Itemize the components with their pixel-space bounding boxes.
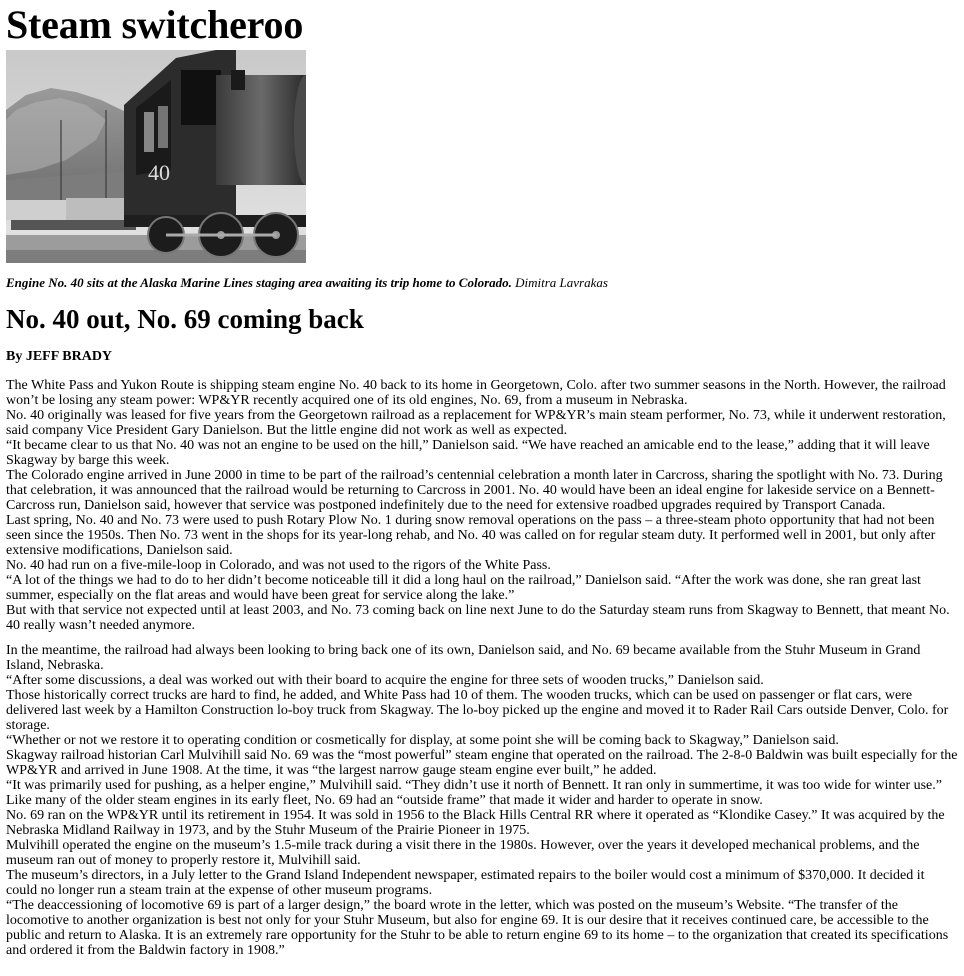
paragraph: No. 69 ran on the WP&YR until its retirement in 1954. It was sold in 1956 to the Black Hills Central RR where it operated as “Klondike Casey.” It was acquired by the Nebraska Midland Railway in 1973, and by the Stuhr Museum of the Prairie Pioneer in 1975.: [6, 808, 945, 838]
paragraph: “A lot of the things we had to do to her didn’t become noticeable till it did a long haul on the railroad,” Danielson said. “After the work was done, she ran great last summer, especially on the flat areas and would have been great for service along the lake.”: [6, 573, 921, 603]
paragraph: In the meantime, the railroad had always been looking to bring back one of its own, Danielson said, and No. 69 became available from the Stuhr Museum in Grand Island, Nebraska.: [6, 643, 921, 673]
article-body: [6, 378, 958, 958]
paragraph: “Whether or not we restore it to operating condition or cosmetically for display, at some point she will be coming back to Skagway,” Danielson said.: [6, 733, 839, 748]
paragraph: The museum’s directors, in a July letter to the Grand Island Independent newspaper, estimated repairs to the boiler would cost a minimum of $370,000. It decided it could no longer run a steam train at the expense of other museum programs.: [6, 868, 925, 898]
svg-text:40: 40: [148, 160, 170, 185]
locomotive-photo: [6, 50, 306, 263]
article-headline: No. 40 out, No. 69 coming back: [6, 304, 364, 334]
paragraph: “The deaccessioning of locomotive 69 is part of a larger design,” the board wrote in the letter, which was posted on the museum’s Website. “The transfer of the locomotive to another organization is best not only for your Stuhr Museum, but also for engine 69. It is our desire that it receives continued care, be accessible to the public and return to Alaska. It is an extremely rare opportunity for the Stuhr to be able to return engine 69 to its home – to the organization that created its specifications and ordered it from the Baldwin factory in 1908.”: [6, 898, 949, 958]
caption-text: Engine No. 40 sits at the Alaska Marine Lines staging area awaiting its trip home to Colorado.: [6, 275, 512, 290]
photo-credit: Dimitra Lavrakas: [515, 275, 608, 290]
paragraph: The Colorado engine arrived in June 2000 in time to be part of the railroad’s centennial celebration a month later in Carcross, sharing the spotlight with No. 73. During that celebration, it was announced that the railroad would be returning to Carcross in 2001. No. 40 would have been an ideal engine for lakeside service on a Bennett-Carcross run, Danielson said, however that service was postponed indefinitely due to the need for extensive roadbed upgrades required by Transport Canada.: [6, 468, 943, 513]
byline: By JEFF BRADY: [6, 349, 113, 364]
paragraph: But with that service not expected until at least 2003, and No. 73 coming back on line next June to do the Saturday steam runs from Skagway to Bennett, that meant No. 40 really wasn’t needed anymore.: [6, 603, 950, 633]
paragraph: No. 40 had run on a five-mile-loop in Colorado, and was not used to the rigors of the White Pass.: [6, 558, 551, 573]
paragraph: Last spring, No. 40 and No. 73 were used to push Rotary Plow No. 1 during snow removal operations on the pass – a three-steam photo opportunity that had not been seen since the 1950s. Then No. 73 went in the shops for its year-long rehab, and No. 40 was called on for regular steam duty. It performed well in 2001, but only after extensive modifications, Danielson said.: [6, 513, 936, 558]
paragraph: Those historically correct trucks are hard to find, he added, and White Pass had 10 of them. The wooden trucks, which can be used on passenger or flat cars, were delivered last week by a Hamilton Construction lo-boy truck from Skagway. The lo-boy picked up the engine and moved it to Rader Rail Cars outside Denver, Colo. for storage.: [6, 688, 949, 733]
paragraph: “After some discussions, a deal was worked out with their board to acquire the engine for three sets of wooden trucks,” Danielson said.: [6, 673, 764, 688]
paragraph: No. 40 originally was leased for five years from the Georgetown railroad as a replacement for WP&YR’s main steam performer, No. 73, while it underwent restoration, said company Vice President Gary Danielson. But the little engine did not work as well as expected.: [6, 408, 946, 438]
paragraph: Mulvihill operated the engine on the museum’s 1.5-mile track during a visit there in the 1980s. However, over the years it developed mechanical problems, and the museum ran out of money to properly restore it, Mulvihill said.: [6, 838, 920, 868]
paragraph: The White Pass and Yukon Route is shipping steam engine No. 40 back to its home in Georgetown, Colo. after two summer seasons in the North. However, the railroad won’t be losing any steam power: WP&YR recently acquired one of its old engines, No. 69, from a museum in Nebraska.: [6, 378, 946, 408]
paragraph: “It became clear to us that No. 40 was not an engine to be used on the hill,” Danielson said. “We have reached an amicable end to the lease,” adding that it will leave Skagway by barge this week.: [6, 438, 930, 468]
article: [0, 2, 964, 958]
paragraph: Skagway railroad historian Carl Mulvihill said No. 69 was the “most powerful” steam engine that operated on the railroad. The 2-8-0 Baldwin was built especially for the WP&YR and arrived in June 1908. At the time, it was “the largest narrow gauge steam engine ever built,” he added.: [6, 748, 958, 778]
paragraph: “It was primarily used for pushing, as a helper engine,” Mulvihill said. “They didn’t use it north of Bennett. It ran only in summertime, it was too wide for winter use.” Like many of the older steam engines in its early fleet, No. 69 had an “outside frame” that made it wider and harder to operate in snow.: [6, 778, 942, 808]
photo-caption: [6, 275, 958, 291]
article-title: Steam switcheroo: [6, 2, 304, 47]
